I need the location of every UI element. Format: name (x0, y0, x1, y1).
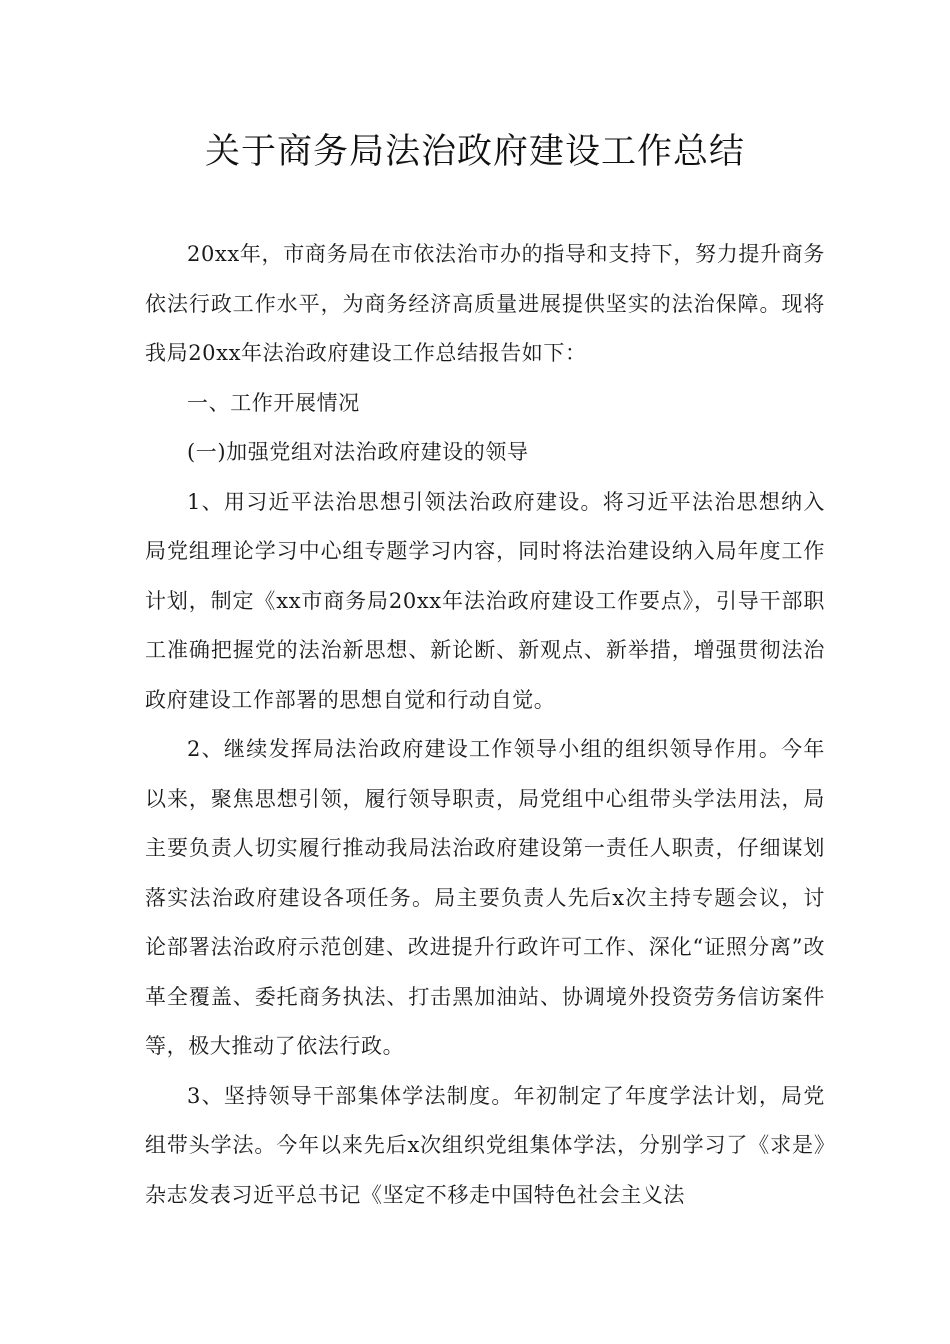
paragraph-item-2: 2、继续发挥局法治政府建设工作领导小组的组织领导作用。今年以来，聚焦思想引领，履行领导职责，局党组中心组带头学法用法，局主要负责人切实履行推动我局法治政府建设第一责任人职责，仔细谋划落实法治政府建设各项任务。局主要负责人先后x次主持专题会议，讨论部署法治政府示范创建、改进提升行政许可工作、深化“证照分离”改革全覆盖、委托商务执法、打击黑加油站、协调境外投资劳务信访案件等，极大推动了依法行政。 (145, 737, 825, 1058)
document-title: 关于商务局法治政府建设工作总结 (204, 132, 745, 172)
section-heading: 一、工作开展情况 (187, 390, 360, 415)
paragraph-item-1: 1、用习近平法治思想引领法治政府建设。将习近平法治思想纳入局党组理论学习中心组专题学习内容，同时将法治建设纳入局年度工作计划，制定《xx市商务局20xx年法治政府建设工作要点》，引导干部职工准确把握党的法治新思想、新论断、新观点、新举措，增强贯彻法治政府建设工作部署的思想自觉和行动自觉。 (145, 489, 825, 712)
document-body (145, 230, 825, 1220)
paragraph-intro: 20xx年，市商务局在市依法治市办的指导和支持下，努力提升商务依法行政工作水平，为商务经济高质量进展提供坚实的法治保障。现将我局20xx年法治政府建设工作总结报告如下： (145, 242, 825, 365)
paragraph-item-3: 3、坚持领导干部集体学法制度。年初制定了年度学法计划，局党组带头学法。今年以来先后x次组织党组集体学法，分别学习了《求是》杂志发表习近平总书记《坚定不移走中国特色社会主义法 (145, 1083, 825, 1207)
subsection-heading: (一)加强党组对法治政府建设的领导 (187, 440, 529, 464)
